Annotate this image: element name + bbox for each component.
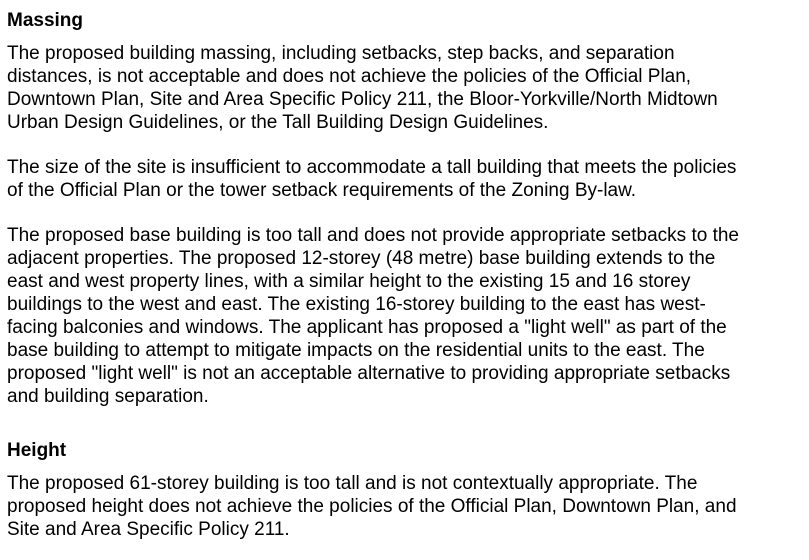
- paragraph-massing-2: [7, 156, 807, 202]
- text-line: Site and Area Specific Policy 211.: [7, 519, 290, 540]
- text-line: east and west property lines, with a similar height to the existing 15 and 16 storey: [7, 271, 691, 292]
- text-line: and building separation.: [7, 386, 209, 407]
- text-line: proposed "light well" is not an acceptable alternative to providing appropriate setbacks: [7, 363, 731, 384]
- text-line: Downtown Plan, Site and Area Specific Policy 211, the Bloor-Yorkville/North Midtown: [7, 89, 718, 110]
- section-heading-massing: Massing: [7, 10, 84, 31]
- text-line: The proposed building massing, including setbacks, step backs, and separation: [7, 43, 675, 64]
- text-line: proposed height does not achieve the policies of the Official Plan, Downtown Plan, and: [7, 496, 737, 517]
- text-line: The proposed 61-storey building is too tall and is not contextually appropriate. The: [7, 473, 698, 494]
- section-heading-height: Height: [7, 440, 67, 461]
- text-line: facing balconies and windows. The applicant has proposed a "light well" as part of the: [7, 317, 727, 338]
- text-line: Urban Design Guidelines, or the Tall Building Design Guidelines.: [7, 112, 549, 133]
- text-line: The size of the site is insufficient to accommodate a tall building that meets the policies: [7, 157, 737, 178]
- section-height: [7, 439, 807, 541]
- paragraph-massing-3: [7, 224, 807, 408]
- text-line: buildings to the west and east. The existing 16-storey building to the east has west-: [7, 294, 706, 315]
- text-line: adjacent properties. The proposed 12-storey (48 metre) base building extends to the: [7, 248, 716, 269]
- document-body: [7, 9, 807, 541]
- text-line: of the Official Plan or the tower setback requirements of the Zoning By-law.: [7, 180, 637, 201]
- paragraph-height-1: [7, 472, 807, 541]
- text-line: base building to attempt to mitigate impacts on the residential units to the east. The: [7, 340, 705, 361]
- paragraph-massing-1: [7, 42, 807, 134]
- text-line: distances, is not acceptable and does not achieve the policies of the Official Plan,: [7, 66, 692, 87]
- text-line: The proposed base building is too tall and does not provide appropriate setbacks to the: [7, 225, 739, 246]
- section-massing: [7, 9, 807, 408]
